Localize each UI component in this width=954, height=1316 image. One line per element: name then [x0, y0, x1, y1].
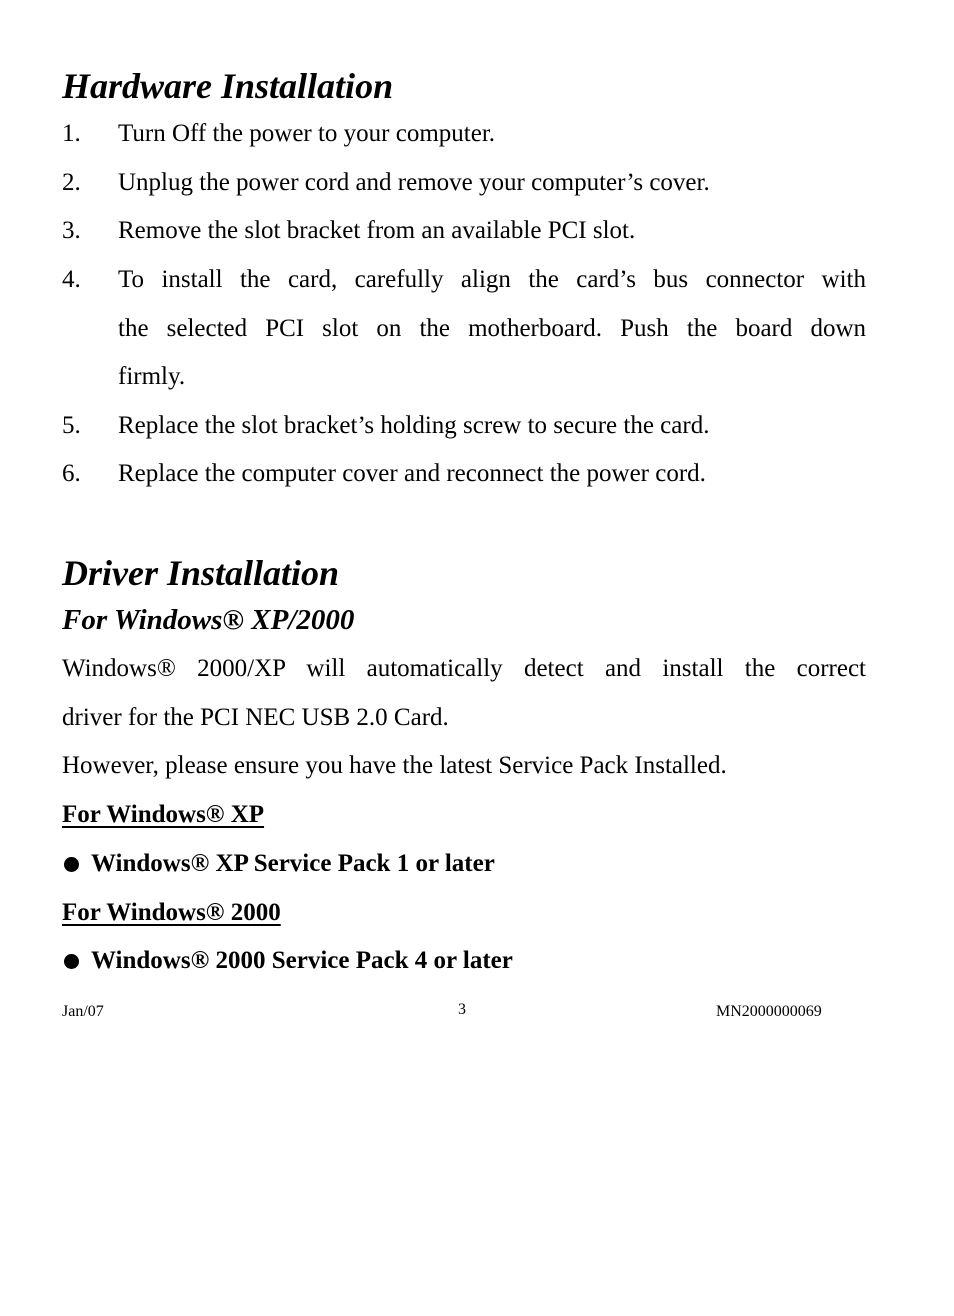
step-text: the selected PCI slot on the motherboard. Push the board down	[118, 315, 866, 342]
windows-xp-requirement	[62, 849, 495, 879]
step-text: Turn Off the power to your computer.	[118, 120, 496, 147]
windows-2000-heading: For Windows® 2000	[62, 899, 281, 926]
windows-2000-requirement	[62, 946, 513, 976]
step-number: 3.	[62, 217, 81, 244]
bullet-icon	[64, 857, 79, 872]
step-text: Replace the slot bracket’s holding screw to secure the card.	[118, 412, 710, 439]
driver-paragraph-line: Windows® 2000/XP will automatically detect and install the correct	[62, 655, 866, 682]
step-text: To install the card, carefully align the card’s bus connector with	[118, 266, 866, 293]
step-text: firmly.	[118, 363, 186, 390]
step-number: 6.	[62, 460, 81, 487]
page-number: 3	[458, 1001, 466, 1018]
hardware-installation-heading: Hardware Installation	[62, 66, 394, 106]
step-number: 1.	[62, 120, 81, 147]
step-text: Remove the slot bracket from an available PCI slot.	[118, 217, 636, 244]
windows-xp-heading: For Windows® XP	[62, 801, 265, 828]
bullet-icon	[64, 954, 79, 969]
step-text: Replace the computer cover and reconnect the power cord.	[118, 460, 706, 487]
footer-date: Jan/07	[62, 1003, 104, 1020]
step-number: 5.	[62, 412, 81, 439]
step-number: 4.	[62, 266, 81, 293]
driver-installation-heading: Driver Installation	[62, 553, 340, 593]
step-text: Unplug the power cord and remove your computer’s cover.	[118, 169, 710, 196]
step-number: 2.	[62, 169, 81, 196]
bullet-text: Windows® 2000 Service Pack 4 or later	[91, 947, 513, 974]
windows-subheading: For Windows® XP/2000	[62, 604, 355, 636]
service-pack-note: However, please ensure you have the latest Service Pack Installed.	[62, 752, 727, 779]
bullet-text: Windows® XP Service Pack 1 or later	[91, 850, 495, 877]
driver-paragraph-line: driver for the PCI NEC USB 2.0 Card.	[62, 704, 449, 731]
document-id: MN2000000069	[716, 1003, 822, 1020]
